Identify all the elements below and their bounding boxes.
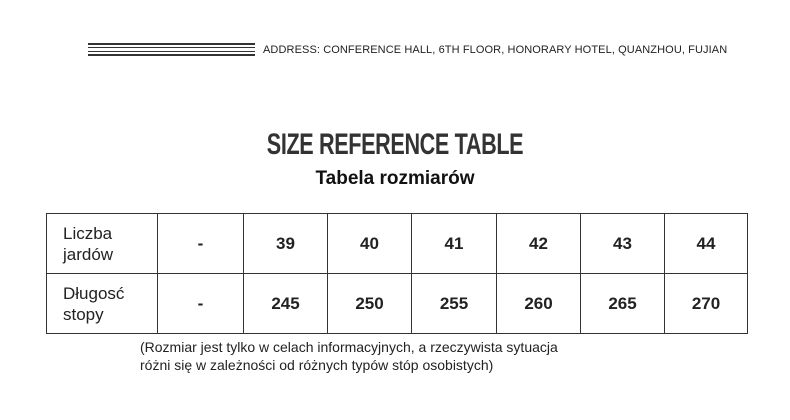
table-row-sizes (47, 214, 748, 274)
page-title: SIZE REFERENCE TABLE (266, 128, 524, 161)
note-line: różni się w zależności od różnych typów stóp osobistych) (140, 357, 494, 373)
header-bar (88, 43, 727, 56)
decorative-rule-lines (88, 43, 255, 56)
row-label-line: Liczba (63, 223, 113, 243)
table-cell: 250 (328, 274, 412, 334)
table-cell: 40 (328, 214, 412, 274)
table-cell: 44 (665, 214, 748, 274)
row-label-line: jardów (63, 244, 114, 264)
size-table (46, 213, 748, 334)
table-cell: 255 (412, 274, 497, 334)
table-cell: 270 (665, 274, 748, 334)
table-cell: 41 (412, 214, 497, 274)
row-label-line: Długosć (63, 283, 125, 303)
table-cell: - (158, 214, 244, 274)
table-cell: - (158, 274, 244, 334)
row-label-sizes (47, 214, 158, 274)
table-row-foot-length (47, 274, 748, 334)
page-subtitle: Tabela rozmiarów (315, 168, 475, 189)
table-cell: 265 (581, 274, 665, 334)
table-cell: 260 (497, 274, 581, 334)
row-label-foot-length (47, 274, 158, 334)
table-cell: 42 (497, 214, 581, 274)
table-cell: 43 (581, 214, 665, 274)
note-line: (Rozmiar jest tylko w celach informacyjnych, a rzeczywista sytuacja (140, 339, 558, 355)
disclaimer-note (140, 338, 558, 374)
row-label-line: stopy (63, 304, 104, 324)
address-text: ADDRESS: CONFERENCE HALL, 6TH FLOOR, HONORARY HOTEL, QUANZHOU, FUJIAN (263, 43, 728, 56)
table-cell: 245 (244, 274, 328, 334)
table-cell: 39 (244, 214, 328, 274)
